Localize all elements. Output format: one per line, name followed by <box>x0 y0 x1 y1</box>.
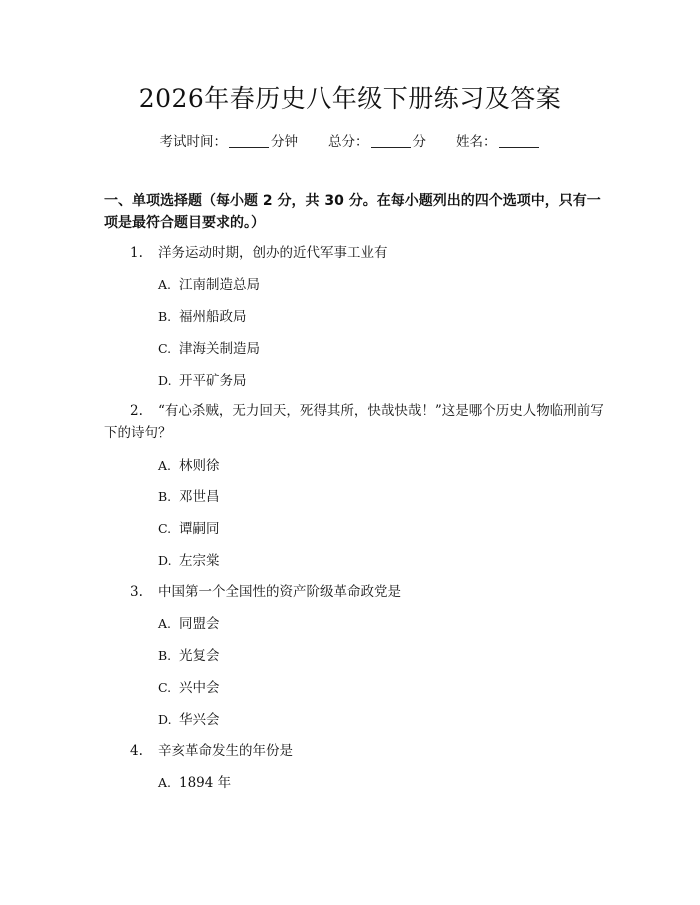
option-3b <box>158 646 220 666</box>
name-label: 姓名： <box>456 134 497 150</box>
name-blank <box>499 133 539 148</box>
question-number: 2. <box>130 403 143 419</box>
option-1c <box>158 339 260 359</box>
option-letter: A. <box>158 616 172 631</box>
option-letter: A. <box>158 277 172 292</box>
exam-time-blank <box>229 133 269 148</box>
option-text: 光复会 <box>179 648 220 664</box>
question-text: 洋务运动时期，创办的近代军事工业有 <box>158 245 388 261</box>
question-text: “有心杀贼，无力回天，死得其所，快哉快哉！”这是哪个历史人物临刑前写下的诗句？ <box>104 403 604 441</box>
question-number: 3. <box>130 584 143 600</box>
exam-time-unit: 分钟 <box>271 134 298 150</box>
option-text: 兴中会 <box>179 680 220 696</box>
option-3c <box>158 678 220 698</box>
option-text: 邓世昌 <box>179 489 220 505</box>
option-letter: B. <box>158 489 172 504</box>
question-4 <box>104 740 604 762</box>
name-field <box>456 132 541 152</box>
option-text: 谭嗣同 <box>179 521 220 537</box>
question-number: 1. <box>130 245 143 261</box>
total-score-label: 总分： <box>328 134 369 150</box>
option-letter: A. <box>158 775 172 790</box>
page-title: 2026年春历史八年级下册练习及答案 <box>138 84 562 113</box>
option-letter: B. <box>158 309 172 324</box>
question-1 <box>104 242 604 264</box>
option-3a <box>158 614 220 634</box>
option-text: 江南制造总局 <box>179 277 260 293</box>
option-1b <box>158 307 247 327</box>
option-2b <box>158 487 220 507</box>
option-text: 林则徐 <box>179 458 220 474</box>
option-text: 开平矿务局 <box>179 373 247 389</box>
exam-time-field <box>160 132 299 152</box>
option-text: 1894 年 <box>179 775 232 791</box>
exam-info-line <box>0 132 700 152</box>
option-text: 华兴会 <box>179 712 220 728</box>
question-text: 中国第一个全国性的资产阶级革命政党是 <box>158 584 401 600</box>
total-score-unit: 分 <box>412 134 426 150</box>
option-letter: B. <box>158 648 172 663</box>
option-text: 津海关制造局 <box>179 341 260 357</box>
option-text: 左宗棠 <box>179 553 220 569</box>
option-letter: C. <box>158 680 172 695</box>
option-4a <box>158 773 231 793</box>
section-heading: 一、单项选择题（每小题 2 分，共 30 分。在每小题列出的四个选项中，只有一项是最符合题目要求的。） <box>104 193 601 231</box>
option-letter: C. <box>158 341 172 356</box>
total-score-blank <box>371 133 411 148</box>
option-letter: D. <box>158 373 172 388</box>
option-3d <box>158 710 220 730</box>
option-2d <box>158 551 220 571</box>
option-letter: A. <box>158 458 172 473</box>
question-number: 4. <box>130 743 143 759</box>
option-2c <box>158 519 220 539</box>
option-letter: D. <box>158 712 172 727</box>
question-text: 辛亥革命发生的年份是 <box>158 743 293 759</box>
option-letter: C. <box>158 521 172 536</box>
total-score-field <box>328 132 426 152</box>
option-2a <box>158 456 220 476</box>
option-letter: D. <box>158 553 172 568</box>
option-text: 同盟会 <box>179 616 220 632</box>
exam-time-label: 考试时间： <box>159 134 227 150</box>
question-2 <box>104 400 604 444</box>
option-text: 福州船政局 <box>179 309 247 325</box>
option-1d <box>158 371 247 391</box>
question-3 <box>104 581 604 603</box>
option-1a <box>158 275 260 295</box>
